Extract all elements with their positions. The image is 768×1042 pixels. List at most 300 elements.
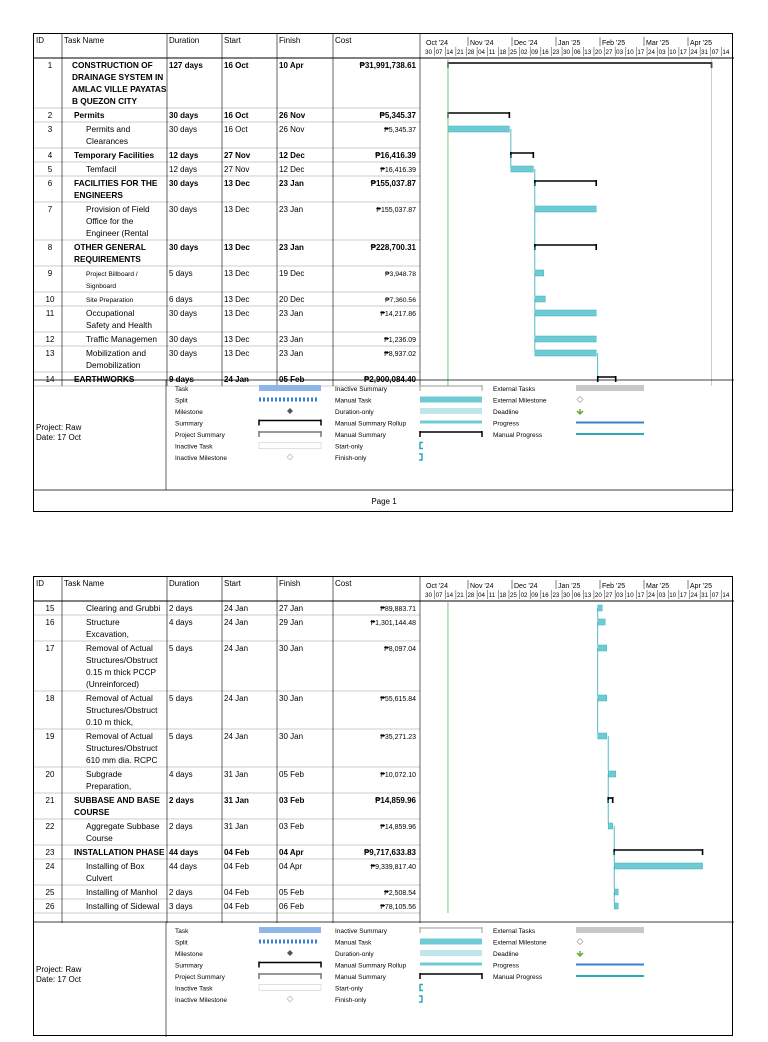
task-bar [598,733,607,739]
task-cost: ₱3,948.78 [385,271,416,278]
task-finish: 30 Jan [279,732,304,741]
task-id: 2 [47,111,53,120]
task-finish: 03 Feb [279,796,305,805]
task-row [46,374,417,384]
task-duration: 30 days [169,349,198,358]
legend-label: Progress [493,962,520,970]
legend-split-symbol [271,940,273,944]
date-label: Date: 17 Oct [36,433,81,442]
legend-split-symbol [287,398,289,402]
task-finish: 30 Jan [279,644,304,653]
task-duration: 30 days [169,309,198,318]
legend-split-symbol [283,398,285,402]
legend-split-symbol [299,940,301,944]
task-finish: 10 Apr [279,61,304,70]
legend-split-symbol [307,940,309,944]
timescale-day: 14 [722,49,730,56]
task-duration: 6 days [169,295,193,304]
timescale-day: 20 [594,592,602,599]
task-name: Removal of Actual [86,731,153,741]
timescale-day: 14 [446,49,454,56]
task-name: Removal of Actual [86,643,153,653]
column-header-start: Start [224,36,241,45]
task-bar [614,863,702,869]
timescale-day: 24 [690,592,698,599]
legend-inactive-milestone-symbol [287,996,293,1002]
task-cost: ₱35,271.23 [380,734,416,741]
task-row [46,821,417,843]
task-bar [614,889,618,895]
task-start: 24 Jan [224,618,249,627]
task-name: Permits [74,110,105,120]
legend-label: Milestone [175,409,203,416]
legend-label: Inactive Task [175,443,213,451]
task-name: Site Preparation [86,297,134,304]
task-row [48,60,417,106]
legend-start-only-symbol [420,985,423,991]
task-cost: ₱9,339,817.40 [370,864,416,871]
legend-label: External Milestone [493,939,547,947]
task-row [46,847,417,857]
task-cost: ₱1,301,144.48 [370,620,416,627]
legend-split-symbol [311,940,313,944]
task-id: 11 [45,309,55,318]
legend-external-milestone-symbol [577,397,583,403]
column-header-task-name: Task Name [64,579,105,588]
timescale-day: 17 [637,592,645,599]
timescale-day: 07 [435,592,443,599]
legend-split-symbol [315,398,317,402]
timescale-day: 27 [605,592,613,599]
legend-manual-task-symbol [420,397,482,403]
date-label: Date: 17 Oct [36,975,81,984]
column-header-duration: Duration [169,579,200,588]
timescale-month: Dec '24 [514,583,538,590]
timescale-month: Oct '24 [426,40,448,47]
task-id: 24 [45,862,55,871]
timescale-day: 24 [648,592,655,599]
task-cost: ₱2,900,084.40 [363,375,416,384]
legend-summary-symbol [259,420,321,426]
task-duration: 12 days [169,165,198,174]
task-name: Clearances [86,136,128,146]
timescale-day: 11 [488,49,496,56]
task-cost: ₱5,345.37 [379,111,416,120]
task-id: 3 [47,125,53,134]
task-duration: 44 days [169,862,198,871]
legend-label: Summary [175,420,203,428]
timescale-day: 07 [711,592,719,599]
task-row [46,795,417,817]
task-start: 24 Jan [224,604,249,613]
task-name: Project Billboard / [86,271,138,278]
task-id: 22 [45,822,55,831]
column-header-id: ID [36,579,44,588]
project-label: Project: Raw [36,965,82,974]
timescale-day: 07 [711,49,719,56]
task-id: 23 [45,848,55,857]
legend-split-symbol [279,398,281,402]
task-cost: ₱89,883.71 [380,606,416,613]
task-duration: 3 days [169,902,193,911]
task-row [46,901,417,911]
task-name: Traffic Managemen [86,334,158,344]
task-id: 17 [45,644,55,653]
task-start: 04 Feb [224,902,249,911]
task-name: DRAINAGE SYSTEM IN [72,72,164,82]
legend-finish-only-symbol [419,454,422,460]
task-finish: 06 Feb [279,902,304,911]
timescale-day: 06 [573,49,581,56]
timescale-day: 03 [658,49,666,56]
legend-label: Inactive Milestone [175,997,228,1004]
task-finish: 23 Jan [279,335,304,344]
task-cost: ₱9,717,633.83 [363,848,416,857]
task-id: 25 [45,888,55,897]
task-name: CONSTRUCTION OF [72,60,153,70]
task-row [46,617,417,639]
task-start: 04 Feb [224,862,249,871]
task-id: 21 [45,796,55,805]
task-finish: 04 Apr [279,862,303,871]
legend-label: Start-only [335,443,363,451]
legend-label: Duration-only [335,409,374,416]
legend-split-symbol [267,398,269,402]
legend-label: Manual Summary Rollup [335,420,407,428]
legend-inactive-summary-symbol [420,927,482,933]
legend-manual-task-symbol [420,939,482,945]
task-row [46,348,417,370]
task-row [46,769,417,791]
timescale-day: 11 [488,592,496,599]
timescale-day: 10 [626,49,634,56]
timescale-day: 14 [722,592,730,599]
timescale-day: 24 [690,49,698,56]
task-finish: 27 Jan [279,604,304,613]
timescale-day: 10 [626,592,634,599]
timescale-month: Apr '25 [690,40,712,47]
task-name: ENGINEERS [74,190,123,200]
task-bar [598,695,607,701]
task-cost: ₱14,859.96 [380,824,416,831]
legend-deadline-symbol [577,951,583,956]
legend-split-symbol [295,398,297,402]
task-cost: ₱31,991,738.61 [359,61,416,70]
timescale-day: 24 [648,49,655,56]
task-name: Installing of Manhol [86,887,158,897]
timescale-day: 02 [520,49,528,56]
legend-inactive-task-symbol [259,985,321,991]
legend-task-symbol [259,927,321,933]
task-row [48,164,416,174]
timescale-day: 28 [467,592,475,599]
timescale-day: 09 [531,49,539,56]
task-start: 31 Jan [224,770,249,779]
timescale-month: Nov '24 [470,583,494,590]
task-cost: ₱10,072.10 [380,772,416,779]
timescale-day: 25 [509,49,517,56]
legend-split-symbol [295,940,297,944]
task-duration: 2 days [169,796,194,805]
legend-split-symbol [303,940,305,944]
legend-split-symbol [311,398,313,402]
task-name: COURSE [74,807,110,817]
legend-label: Deadline [493,409,519,416]
task-bar [535,296,545,302]
task-bar [614,903,618,909]
timescale-month: Mar '25 [646,40,670,47]
task-name: Aggregate Subbase [86,821,160,831]
task-duration: 30 days [169,205,198,214]
legend-split-symbol [291,398,293,402]
timescale-day: 14 [446,592,454,599]
task-start: 24 Jan [224,375,249,384]
task-name: INSTALLATION PHASE [74,847,165,857]
task-row [46,603,417,613]
task-row [46,693,417,727]
column-header-finish: Finish [279,579,301,588]
task-finish: 05 Feb [279,375,305,384]
legend-split-symbol [279,940,281,944]
timescale-month: Dec '24 [514,40,538,47]
task-start: 16 Oct [224,125,248,134]
task-cost: ₱78,105.56 [380,904,416,911]
legend-task-symbol [259,385,321,391]
timescale-month: Oct '24 [426,583,448,590]
legend-split-symbol [271,398,273,402]
timescale-day: 04 [478,49,485,56]
timescale-day: 23 [552,49,560,56]
task-row [46,643,417,689]
timescale-month: Feb '25 [602,583,626,590]
task-name: Excavation, [86,629,129,639]
task-row [48,178,417,200]
task-id: 26 [45,902,55,911]
task-name: Provision of Field [86,204,150,214]
task-name: Subgrade [86,769,122,779]
task-id: 10 [45,295,55,304]
legend-split-symbol [259,398,261,402]
task-id: 7 [47,205,53,214]
task-duration: 5 days [169,694,193,703]
legend-split-symbol [263,398,265,402]
task-start: 31 Jan [224,796,249,805]
legend-label: Manual Progress [493,974,543,981]
legend-split-symbol [275,398,277,402]
legend-label: Duration-only [335,951,374,958]
task-cost: ₱8,097.04 [384,646,416,653]
legend-split-symbol [267,940,269,944]
column-header-task-name: Task Name [64,36,105,45]
timescale-day: 27 [605,49,613,56]
legend-label: Summary [175,962,203,970]
task-finish: 05 Feb [279,888,304,897]
timescale-day: 30 [425,592,432,599]
task-cost: ₱155,037.87 [376,207,416,214]
timescale-day: 13 [584,49,592,56]
task-cost: ₱16,416.39 [375,151,416,160]
task-name: 610 mm dia. RCPC [86,755,158,765]
task-name: Office for the [86,216,134,226]
timescale-month: Jan '25 [558,583,581,590]
task-id: 19 [45,732,55,741]
legend-label: Inactive Summary [335,386,388,393]
legend-label: Milestone [175,951,203,958]
task-name: Course [86,833,113,843]
timescale-day: 18 [499,49,507,56]
task-name: Structure [86,617,120,627]
task-finish: 23 Jan [279,205,304,214]
task-name: Structures/Obstruct [86,655,158,665]
task-name: Signboard [86,283,117,290]
legend-duration-only-symbol [420,950,482,956]
legend-label: External Milestone [493,397,547,405]
task-finish: 26 Nov [279,125,305,134]
task-cost: ₱7,360.56 [385,297,416,304]
task-finish: 03 Feb [279,822,304,831]
page-label: Page 1 [371,497,397,506]
task-finish: 30 Jan [279,694,304,703]
column-header-finish: Finish [279,36,301,45]
task-duration: 4 days [169,618,193,627]
timescale-day: 03 [616,49,624,56]
task-cost: ₱14,859.96 [375,796,416,805]
timescale-day: 30 [563,49,570,56]
task-id: 20 [45,770,55,779]
timescale-day: 13 [584,592,592,599]
task-start: 13 Dec [224,179,250,188]
task-id: 6 [47,179,53,188]
task-name: Removal of Actual [86,693,153,703]
timescale-day: 09 [531,592,539,599]
timescale-day: 03 [616,592,624,599]
legend-inactive-summary-symbol [420,385,482,391]
task-bar [598,619,605,625]
column-header-cost: Cost [335,579,352,588]
task-duration: 30 days [169,179,199,188]
task-duration: 4 days [169,770,193,779]
task-finish: 20 Dec [279,295,305,304]
gantt-page-2 [33,576,733,1036]
task-start: 13 Dec [224,295,250,304]
task-row [46,861,417,883]
legend-label: Finish-only [335,455,367,462]
task-bar [535,206,596,212]
legend-manual-rollup-symbol [420,963,482,966]
timescale-day: 28 [467,49,475,56]
task-duration: 30 days [169,243,199,252]
task-row [46,887,417,897]
task-cost: ₱55,615.84 [380,696,416,703]
task-name: (Unreinforced) [86,679,140,689]
task-cost: ₱1,236.09 [384,337,416,344]
task-start: 13 Dec [224,269,250,278]
legend-external-tasks-symbol [576,927,644,933]
task-bar [598,645,607,651]
task-finish: 26 Nov [279,111,306,120]
timescale-day: 31 [701,592,709,599]
column-header-duration: Duration [169,36,200,45]
project-label: Project: Raw [36,423,82,432]
task-cost: ₱5,345.37 [384,127,416,134]
timescale-day: 02 [520,592,528,599]
task-id: 14 [45,375,55,384]
task-finish: 12 Dec [279,165,305,174]
task-bar [535,270,544,276]
legend-split-symbol [291,940,293,944]
column-header-id: ID [36,36,44,45]
legend-duration-only-symbol [420,408,482,414]
task-name: B QUEZON CITY [72,96,137,106]
legend-split-symbol [315,940,317,944]
timescale-day: 21 [456,592,464,599]
task-name: Structures/Obstruct [86,705,158,715]
task-start: 16 Oct [224,61,249,70]
task-bar [535,336,596,342]
legend-label: Split [175,939,188,947]
task-name: Installing of Box [86,861,145,871]
task-start: 13 Dec [224,309,250,318]
legend-external-milestone-symbol [577,939,583,945]
task-row [48,110,417,120]
task-finish: 04 Apr [279,848,304,857]
task-start: 16 Oct [224,111,249,120]
timescale-day: 10 [669,592,677,599]
legend-label: External Tasks [493,386,536,393]
gantt-page-1 [33,33,733,512]
task-cost: ₱16,416.39 [380,167,416,174]
task-duration: 2 days [169,604,193,613]
task-name: 0.15 m thick PCCP [86,667,157,677]
legend-manual-rollup-symbol [420,421,482,424]
task-name: 0.10 m thick, [86,717,134,727]
task-bar [608,823,612,829]
timescale-day: 23 [552,592,560,599]
task-name: REQUIREMENTS [74,254,141,264]
timescale-day: 30 [563,592,570,599]
task-duration: 30 days [169,111,199,120]
task-start: 31 Jan [224,822,249,831]
timescale-month: Nov '24 [470,40,494,47]
task-sheet-2 [34,577,734,1037]
task-name: Mobilization and [86,348,146,358]
task-cost: ₱2,508.54 [384,890,416,897]
task-duration: 127 days [169,61,203,70]
timescale-day: 17 [679,49,687,56]
timescale-day: 06 [573,592,581,599]
legend-milestone-symbol [287,408,293,414]
task-sheet-1 [34,34,734,513]
task-name: Temfacil [86,164,117,174]
task-duration: 2 days [169,822,193,831]
task-row [48,242,417,264]
task-name: Engineer (Rental [86,228,149,238]
legend-manual-summary-symbol [420,973,482,979]
task-start: 13 Dec [224,243,250,252]
task-id: 16 [45,618,55,627]
timescale-day: 10 [669,49,677,56]
task-id: 15 [45,604,55,613]
task-duration: 12 days [169,151,199,160]
task-cost: ₱155,037.87 [370,179,416,188]
task-start: 24 Jan [224,694,249,703]
task-start: 27 Nov [224,151,251,160]
task-id: 4 [47,151,53,160]
task-row [48,150,417,160]
task-start: 04 Feb [224,888,249,897]
legend-split-symbol [307,398,309,402]
task-row [48,204,416,238]
